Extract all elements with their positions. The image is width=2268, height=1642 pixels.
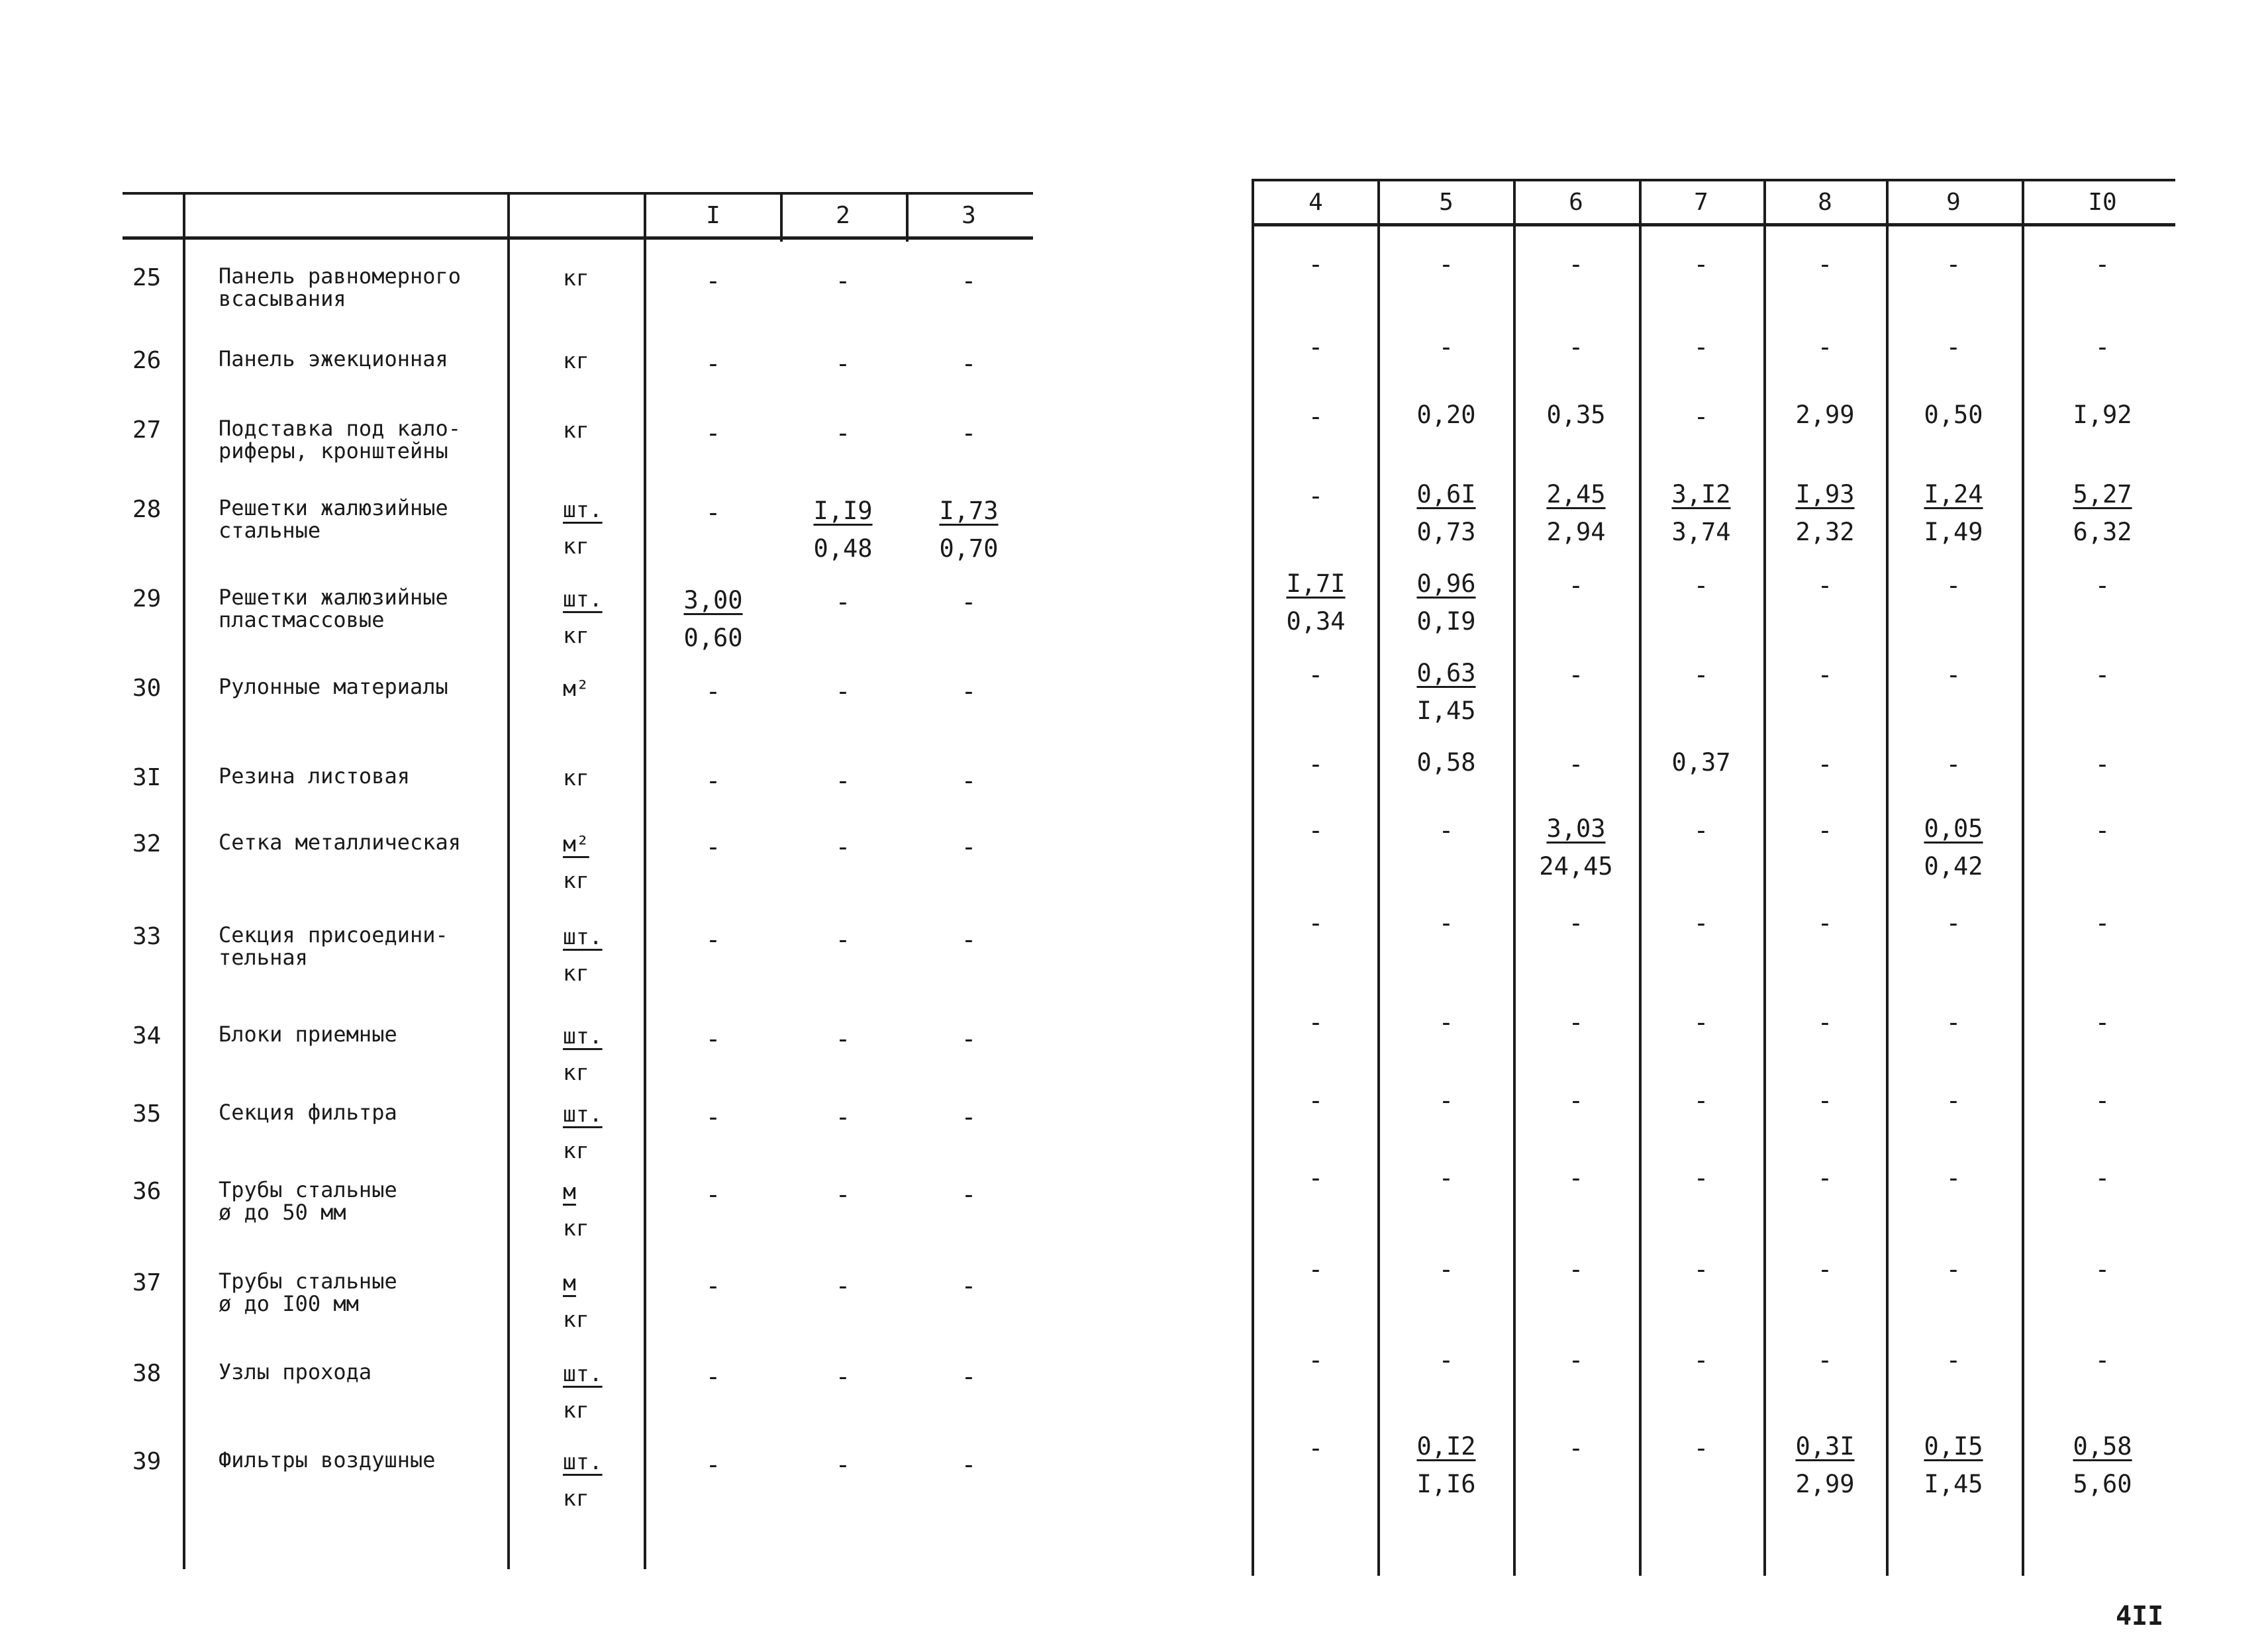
dash-cell: - [1568,571,1584,600]
dash-cell: - [1693,571,1709,600]
fraction-denominator: 0,70 [939,534,999,563]
right-table-divider [1377,179,1380,1576]
fraction-numerator: I,24 [1924,480,1983,508]
dash-cell: - [705,1180,721,1209]
dash-cell: - [1817,1008,1833,1037]
dash-cell: - [961,1180,977,1209]
unit-cell [563,1179,589,1241]
row-number: 3I [132,764,162,791]
dash-cell: - [1817,571,1833,600]
fraction-denominator: I,45 [1924,1470,1983,1498]
row-number: 26 [132,347,162,374]
column-header: 8 [1818,189,1832,216]
dash-cell: - [1946,908,1961,938]
left-table-header-rule [123,236,1033,240]
dash-cell: - [705,832,721,861]
row-name: Узлы прохода [219,1359,372,1384]
left-table-divider [906,192,909,242]
dash-cell: - [961,766,977,795]
unit-numerator: м [563,1179,576,1204]
fraction-denominator: 3,74 [1671,518,1731,546]
dash-cell: - [961,266,977,295]
unit-denominator: кг [563,1485,589,1511]
value-cell [1924,401,1983,429]
dash-cell: - [1817,1086,1833,1115]
fraction-cell [1416,1432,1475,1498]
fraction-denominator: I,49 [1924,518,1983,546]
cell-value: 0,37 [1671,748,1731,777]
dash-cell: - [705,418,721,448]
fraction-cell [1924,814,1983,881]
column-header: I [706,202,720,229]
unit-denominator: кг [563,622,589,648]
fraction-numerator: 0,I5 [1924,1432,1983,1461]
fraction-cell [1546,480,1605,546]
row-number: 38 [132,1360,162,1387]
dash-cell: - [1308,908,1324,938]
dash-cell: - [1946,1163,1961,1192]
row-name: Блоки приемные [219,1022,397,1047]
fraction-cell [1416,569,1475,636]
row-number: 36 [132,1178,162,1205]
dash-cell: - [1693,402,1709,431]
fraction-numerator: 3,I2 [1671,480,1731,508]
fraction-denominator: 6,32 [2073,518,2132,546]
dash-cell: - [961,677,977,706]
dash-cell: - [1817,660,1833,689]
dash-cell: - [961,418,977,448]
dash-cell: - [1308,1433,1324,1463]
row-name: Решетки жалюзийные пластмассовые [219,585,448,632]
right-table-divider [1252,179,1254,1576]
unit-numerator: шт. [563,1449,603,1474]
unit-cell [563,675,589,701]
dash-cell: - [1946,1345,1961,1375]
fraction-numerator: 0,3I [1795,1432,1855,1461]
fraction-denominator: 0,34 [1286,607,1346,636]
dash-cell: - [705,266,721,295]
dash-cell: - [1693,1345,1709,1375]
row-number: 35 [132,1100,162,1128]
dash-cell: - [961,1450,977,1479]
fraction-cell [1924,1432,1983,1498]
fraction-denominator: 0,73 [1416,518,1476,546]
fraction-numerator: I,I9 [813,497,873,525]
dash-cell: - [1438,1163,1454,1192]
dash-cell: - [961,1362,977,1391]
dash-cell: - [1568,1255,1584,1284]
dash-cell: - [2095,908,2110,938]
dash-cell: - [705,349,721,378]
row-name: Подставка под кало- риферы, кронштейны [219,416,462,463]
row-name: Трубы стальные ø до 50 мм [219,1177,397,1225]
row-number: 34 [132,1022,162,1049]
fraction-cell [1795,1432,1854,1498]
unit-denominator: кг [563,1397,589,1423]
dash-cell: - [1946,571,1961,600]
dash-cell: - [1308,402,1324,431]
fraction-numerator: 3,03 [1546,814,1606,843]
dash-cell: - [961,1102,977,1132]
dash-cell: - [2095,1255,2110,1284]
fraction-cell [1539,814,1612,881]
dash-cell: - [835,766,851,795]
dash-cell: - [705,766,721,795]
dash-cell: - [835,1180,851,1209]
dash-cell: - [835,1024,851,1053]
unit: м² [563,675,589,701]
fraction-numerator: 0,96 [1416,569,1476,598]
dash-cell: - [835,925,851,954]
row-name: Резина листовая [219,763,410,789]
row-number: 28 [132,496,162,523]
column-header: 2 [836,202,850,229]
column-header: 4 [1308,189,1323,216]
dash-cell: - [1308,332,1324,362]
column-header: I0 [2088,189,2117,216]
unit-cell [563,417,589,443]
fraction-numerator: 0,63 [1416,659,1476,687]
fraction-denominator: 5,60 [2073,1470,2132,1498]
dash-cell: - [835,587,851,616]
right-table-header-rule [1252,223,2175,226]
cell-value: 0,58 [1416,748,1476,777]
row-number: 39 [132,1448,162,1475]
dash-cell: - [1308,816,1324,845]
fraction-cell [1416,659,1475,725]
dash-cell: - [1817,908,1833,938]
dash-cell: - [835,1271,851,1300]
dash-cell: - [835,418,851,448]
dash-cell: - [705,1024,721,1053]
dash-cell: - [2095,1086,2110,1115]
fraction-denominator: 2,94 [1546,518,1606,546]
dash-cell: - [2095,250,2110,279]
unit-numerator: шт. [563,497,603,522]
fraction-denominator: 0,I9 [1416,607,1476,636]
unit-denominator: кг [563,1059,589,1085]
unit-cell [563,831,589,893]
dash-cell: - [961,587,977,616]
unit: кг [563,265,589,291]
dash-cell: - [1946,1255,1961,1284]
dash-cell: - [1817,1255,1833,1284]
column-header: 5 [1439,189,1454,216]
cell-value: 2,99 [1795,401,1855,429]
dash-cell: - [1568,1163,1584,1192]
dash-cell: - [1817,1163,1833,1192]
fraction-numerator: 0,6I [1416,480,1476,508]
dash-cell: - [1438,1008,1454,1037]
dash-cell: - [1438,816,1454,845]
dash-cell: - [1817,1345,1833,1375]
dash-cell: - [2095,571,2110,600]
value-cell [1546,401,1605,429]
dash-cell: - [1308,1163,1324,1192]
left-table-divider [507,192,510,1569]
dash-cell: - [1438,1086,1454,1115]
fraction-denominator: 2,32 [1795,518,1855,546]
cell-value: I,92 [2073,401,2132,429]
unit-numerator: м² [563,831,589,857]
dash-cell: - [2095,1345,2110,1375]
fraction-cell [1286,569,1345,636]
dash-cell: - [1693,250,1709,279]
row-number: 37 [132,1269,162,1296]
unit-numerator: м [563,1270,576,1296]
unit-cell [563,348,589,373]
dash-cell: - [961,1271,977,1300]
dash-cell: - [1693,816,1709,845]
unit-cell [563,1449,603,1511]
dash-cell: - [705,677,721,706]
unit-denominator: кг [563,1306,589,1332]
dash-cell: - [1693,908,1709,938]
fraction-denominator: 0,48 [813,534,873,563]
right-table-divider [1639,179,1642,1576]
dash-cell: - [1438,250,1454,279]
row-number: 33 [132,923,162,950]
dash-cell: - [1438,1255,1454,1284]
dash-cell: - [1568,749,1584,779]
fraction-cell [813,497,872,563]
fraction-numerator: 0,05 [1924,814,1983,843]
fraction-denominator: 24,45 [1539,852,1613,881]
dash-cell: - [1568,908,1584,938]
right-table-divider [1763,179,1766,1576]
unit-denominator: кг [563,1137,589,1163]
fraction-cell [2073,1432,2132,1498]
row-name: Секция присоедини- тельная [219,922,448,970]
fraction-cell [1416,480,1475,546]
dash-cell: - [961,349,977,378]
dash-cell: - [835,677,851,706]
dash-cell: - [1693,1255,1709,1284]
dash-cell: - [705,498,721,527]
fraction-numerator: 3,00 [683,586,743,614]
unit: кг [563,765,589,791]
dash-cell: - [835,1102,851,1132]
unit-cell [563,1023,603,1085]
fraction-cell [2073,480,2132,546]
row-number: 30 [132,675,162,702]
dash-cell: - [835,1450,851,1479]
fraction-denominator: 2,99 [1795,1470,1855,1498]
row-number: 27 [132,416,162,444]
dash-cell: - [2095,816,2110,845]
right-table-divider [2022,179,2024,1576]
fraction-numerator: 5,27 [2073,480,2132,508]
dash-cell: - [835,832,851,861]
dash-cell: - [1946,1086,1961,1115]
fraction-numerator: I,93 [1795,480,1855,508]
dash-cell: - [1308,660,1324,689]
dash-cell: - [1693,1008,1709,1037]
fraction-denominator: 0,42 [1924,852,1983,881]
unit-denominator: кг [563,533,589,559]
fraction-numerator: I,7I [1286,569,1346,598]
fraction-numerator: I,73 [939,497,999,525]
column-header: 3 [961,202,976,229]
dash-cell: - [2095,1163,2110,1192]
fraction-numerator: 0,I2 [1416,1432,1476,1461]
fraction-cell [1924,480,1983,546]
dash-cell: - [1568,250,1584,279]
page-number: 4II [2116,1601,2164,1631]
dash-cell: - [2095,660,2110,689]
right-table-divider [1886,179,1889,1576]
unit-cell [563,1270,589,1332]
dash-cell: - [961,925,977,954]
cell-value: 0,50 [1924,401,1983,429]
fraction-numerator: 2,45 [1546,480,1606,508]
dash-cell: - [1308,1008,1324,1037]
column-header: 7 [1694,189,1708,216]
dash-cell: - [1568,1345,1584,1375]
dash-cell: - [705,1102,721,1132]
dash-cell: - [1438,1345,1454,1375]
dash-cell: - [961,832,977,861]
dash-cell: - [1693,1086,1709,1115]
value-cell [1416,748,1475,777]
dash-cell: - [1568,332,1584,362]
dash-cell: - [705,925,721,954]
unit-numerator: шт. [563,1361,603,1386]
unit-denominator: кг [563,1215,589,1241]
value-cell [1416,401,1475,429]
dash-cell: - [1568,660,1584,689]
unit-cell [563,924,603,986]
unit-cell [563,765,589,791]
left-table-divider [780,192,783,242]
unit-cell [563,265,589,291]
value-cell [1671,748,1730,777]
unit-denominator: кг [563,960,589,986]
row-name: Секция фильтра [219,1100,397,1125]
dash-cell: - [2095,332,2110,362]
column-header: 6 [1569,189,1583,216]
fraction-cell [939,497,998,563]
unit-numerator: шт. [563,1101,603,1127]
fraction-cell [683,586,742,652]
left-table-divider [644,192,646,1569]
dash-cell: - [1817,816,1833,845]
fraction-cell [1795,480,1854,546]
fraction-denominator: 0,60 [683,624,743,652]
unit-cell [563,497,603,559]
dash-cell: - [1946,1008,1961,1037]
unit: кг [563,417,589,443]
row-number: 29 [132,585,162,612]
left-table-top-rule [123,192,1033,195]
dash-cell: - [1946,332,1961,362]
right-table-top-rule [1252,179,2175,181]
column-header: 9 [1946,189,1961,216]
dash-cell: - [1817,332,1833,362]
row-name: Рулонные материалы [219,674,448,699]
dash-cell: - [1308,1345,1324,1375]
fraction-denominator: I,I6 [1416,1470,1476,1498]
dash-cell: - [705,1271,721,1300]
dash-cell: - [1308,481,1324,510]
value-cell [2073,401,2132,429]
row-name: Сетка металлическая [219,830,462,855]
row-name: Трубы стальные ø до I00 мм [219,1269,397,1316]
dash-cell: - [1693,332,1709,362]
dash-cell: - [1946,250,1961,279]
dash-cell: - [1693,1433,1709,1463]
row-number: 25 [132,264,162,291]
dash-cell: - [835,349,851,378]
dash-cell: - [1568,1433,1584,1463]
dash-cell: - [2095,1008,2110,1037]
dash-cell: - [1568,1008,1584,1037]
unit: кг [563,348,589,373]
row-name: Решетки жалюзийные стальные [219,495,448,543]
dash-cell: - [705,1362,721,1391]
dash-cell: - [1308,749,1324,779]
row-number: 32 [132,830,162,857]
row-name: Фильтры воздушные [219,1447,436,1473]
unit-cell [563,1101,603,1163]
dash-cell: - [1308,1086,1324,1115]
dash-cell: - [1693,660,1709,689]
cell-value: 0,35 [1546,401,1606,429]
unit-numerator: шт. [563,924,603,949]
unit-numerator: шт. [563,1023,603,1049]
dash-cell: - [835,266,851,295]
dash-cell: - [1946,749,1961,779]
unit-cell [563,1361,603,1423]
row-name: Панель эжекционная [219,346,448,371]
dash-cell: - [705,1450,721,1479]
unit-denominator: кг [563,867,589,893]
cell-value: 0,20 [1416,401,1476,429]
dash-cell: - [961,1024,977,1053]
dash-cell: - [1817,749,1833,779]
dash-cell: - [1946,660,1961,689]
dash-cell: - [1438,908,1454,938]
value-cell [1795,401,1854,429]
dash-cell: - [1438,332,1454,362]
left-table-divider [183,192,185,1569]
unit-cell [563,586,603,648]
dash-cell: - [1568,1086,1584,1115]
dash-cell: - [1817,250,1833,279]
dash-cell: - [1308,1255,1324,1284]
fraction-denominator: I,45 [1416,697,1476,725]
fraction-cell [1671,480,1730,546]
unit-numerator: шт. [563,586,603,612]
dash-cell: - [835,1362,851,1391]
dash-cell: - [2095,749,2110,779]
row-name: Панель равномерного всасывания [219,264,462,311]
dash-cell: - [1308,250,1324,279]
fraction-numerator: 0,58 [2073,1432,2132,1461]
dash-cell: - [1693,1163,1709,1192]
right-table-divider [1513,179,1516,1576]
